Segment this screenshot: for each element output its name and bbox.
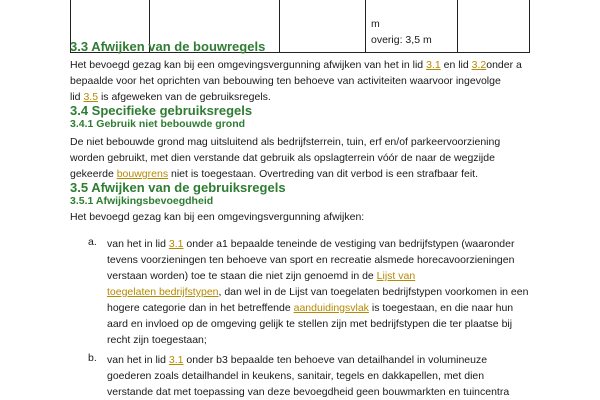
text: is toegestaan, en die naar hun <box>368 302 514 314</box>
paragraph <box>70 134 540 182</box>
link-3-1[interactable]: 3.1 <box>168 354 184 366</box>
text-line: tevens voorzieningen ten behoeve van sport en recreatie alsmede horecavoorzieningen <box>107 254 515 266</box>
text: , dan wel in de Lijst van toegelaten bedrijfstypen voorkomen in een <box>218 286 529 298</box>
section-heading: 3.4 Specifieke gebruiksregels <box>70 103 253 118</box>
text: van het in lid <box>107 354 169 366</box>
link-aanduidingsvlak[interactable]: aanduidingsvlak <box>293 302 369 314</box>
link-3-5[interactable]: 3.5 <box>83 91 99 103</box>
text-line <box>107 236 547 252</box>
text-line <box>107 352 547 368</box>
text: lid <box>70 91 84 103</box>
table-column-divider <box>457 0 458 52</box>
text: gekeerde <box>70 168 117 180</box>
table-column-divider <box>365 0 366 52</box>
list-item <box>107 352 547 400</box>
table-cell-text: m <box>371 18 380 30</box>
text-line: aard en invloed op de omgeving gelijk te stellen zijn met bedrijfstypen die ter plaatse bij <box>107 318 513 330</box>
text-line <box>107 300 547 316</box>
text-line: recht zijn toegestaan; <box>107 334 207 346</box>
link-3-1[interactable]: 3.1 <box>426 59 441 71</box>
text: hogere categorie dan in het betreffende <box>107 302 294 314</box>
section-heading: 3.5 Afwijken van de gebruiksregels <box>70 180 286 195</box>
link-bouwgrens[interactable]: bouwgrens <box>116 168 169 180</box>
paragraph <box>70 209 540 225</box>
text-line: worden gebruikt, met dien verstande dat gebruik als opslagterrein vóór de naar de wegzijde <box>70 152 495 164</box>
subsection-heading: 3.5.1 Afwijkingsbevoegdheid <box>70 195 214 207</box>
text-line: De niet bebouwde grond mag uitsluitend als bedrijfsterrein, tuin, erf en/of parkeervoorziening <box>70 136 501 148</box>
text-line: bepaalde voor het oprichten van bebouwing ten behoeve van activiteiten waarvoor ingevolge <box>70 75 501 87</box>
paragraph <box>70 57 540 105</box>
list-marker: a. <box>88 236 97 248</box>
text-line: goederen zoals detailhandel in keukens, sanitair, tegels en dakkapellen, met dien <box>107 370 485 382</box>
text: onder a1 bepaalde teneinde de vestiging van bedrijfstypen (waaronder <box>183 238 515 250</box>
text: is afgeweken van de gebruiksregels. <box>98 91 271 103</box>
text: en lid <box>440 59 472 71</box>
link-3-2[interactable]: 3.2 <box>471 59 487 71</box>
text: niet is toegestaan. Overtreding van dit verbod is een strafbaar feit. <box>168 168 479 180</box>
text-line <box>107 284 547 300</box>
text: verstaan worden) toe te staan die niet zijn genoemd in de <box>107 270 377 282</box>
link-lijst-bedrijfstypen[interactable]: Lijst van <box>376 270 416 282</box>
list-item <box>107 236 547 348</box>
text: onder a <box>486 59 522 71</box>
text-line: Het bevoegd gezag kan bij een omgevingsvergunning afwijken: <box>70 211 365 223</box>
list-marker: b. <box>88 352 97 364</box>
table-column-divider <box>279 0 280 52</box>
text: van het in lid <box>107 238 169 250</box>
text: Het bevoegd gezag kan bij een omgevingsvergunning afwijken van het in lid <box>70 59 427 71</box>
section-heading: 3.3 Afwijken van de bouwregels <box>70 39 266 54</box>
text: onder b3 bepaalde ten behoeve van detailhandel in volumineuze <box>183 354 488 366</box>
text-line <box>70 57 540 73</box>
table-cell-text: overig: 3,5 m <box>371 34 432 46</box>
subsection-heading: 3.4.1 Gebruik niet bebouwde grond <box>70 118 246 130</box>
text-line: verstande dat met toepassing van deze bevoegdheid geen bouwmarkten en tuincentra <box>107 386 510 398</box>
text-line <box>107 268 547 284</box>
link-lijst-bedrijfstypen[interactable]: toegelaten bedrijfstypen <box>107 286 219 298</box>
link-3-1[interactable]: 3.1 <box>168 238 184 250</box>
